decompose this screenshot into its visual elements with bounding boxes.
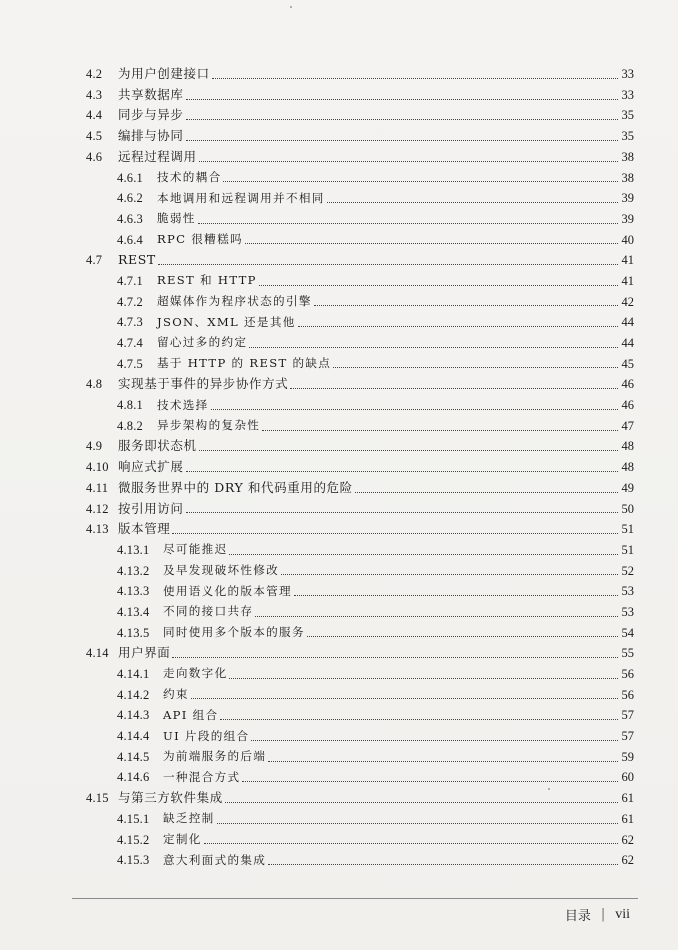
toc-entry-page: 44 xyxy=(621,336,634,351)
toc-dot-leader xyxy=(327,192,618,203)
toc-entry-title: 远程过程调用 xyxy=(118,148,197,164)
toc-entry-title: UI 片段的组合 xyxy=(163,728,250,743)
toc-entry-number: 4.14.2 xyxy=(117,687,150,702)
toc-entry-number: 4.7 xyxy=(86,253,103,268)
toc-entry-title: 编排与协同 xyxy=(118,128,184,144)
toc-section-entry xyxy=(86,64,634,85)
toc-subsection-entry xyxy=(86,354,634,375)
toc-entry-page: 40 xyxy=(621,232,634,247)
toc-dot-leader xyxy=(255,606,618,617)
toc-subsection-entry xyxy=(86,167,634,188)
toc-entry-page: 41 xyxy=(621,273,634,288)
toc-entry-title: JSON、XML 还是其他 xyxy=(157,314,296,329)
toc-entry-page: 46 xyxy=(621,377,634,392)
toc-entry-number: 4.14.4 xyxy=(117,729,150,744)
toc-subsection-entry xyxy=(86,850,634,871)
toc-entry-title: 共享数据库 xyxy=(118,86,184,102)
toc-section-entry xyxy=(86,457,634,478)
toc-dot-leader xyxy=(307,626,618,637)
toc-entry-page: 47 xyxy=(621,418,634,433)
toc-entry-number: 4.15 xyxy=(86,791,109,806)
toc-entry-number: 4.3 xyxy=(86,87,103,102)
toc-dot-leader xyxy=(220,709,618,720)
toc-dot-leader xyxy=(229,544,618,555)
toc-entry-page: 57 xyxy=(621,729,634,744)
toc-dot-leader xyxy=(281,564,618,575)
toc-dot-leader xyxy=(294,585,618,596)
toc-entry-number: 4.6 xyxy=(86,149,103,164)
toc-dot-leader xyxy=(158,254,618,265)
toc-entry-page: 59 xyxy=(621,749,634,764)
toc-entry-number: 4.13.1 xyxy=(117,542,150,557)
toc-entry-page: 44 xyxy=(621,315,634,330)
toc-section-entry xyxy=(86,436,634,457)
toc-entry-page: 46 xyxy=(621,398,634,413)
toc-entry-number: 4.14.5 xyxy=(117,749,150,764)
toc-entry-number: 4.6.3 xyxy=(117,211,143,226)
toc-subsection-entry xyxy=(86,188,634,209)
toc-entry-page: 49 xyxy=(621,480,634,495)
toc-entry-title: 与第三方软件集成 xyxy=(118,790,223,806)
paper-speck xyxy=(290,6,292,8)
toc-entry-title: 技术的耦合 xyxy=(157,169,222,184)
toc-dot-leader xyxy=(268,751,618,762)
toc-entry-title: 使用语义化的版本管理 xyxy=(163,583,292,598)
toc-dot-leader xyxy=(259,275,618,286)
toc-entry-title: 按引用访问 xyxy=(118,500,184,516)
toc-entry-title: 版本管理 xyxy=(118,521,171,537)
toc-section-entry xyxy=(86,519,634,540)
toc-dot-leader xyxy=(186,502,618,513)
toc-entry-page: 57 xyxy=(621,708,634,723)
toc-subsection-entry xyxy=(86,809,634,830)
toc-entry-page: 33 xyxy=(621,67,634,82)
toc-entry-number: 4.13 xyxy=(86,522,109,537)
footer-page-number: vii xyxy=(615,906,630,922)
toc-dot-leader xyxy=(199,151,618,162)
footer-divider xyxy=(72,898,638,899)
toc-entry-title: 同时使用多个版本的服务 xyxy=(163,625,305,640)
toc-subsection-entry xyxy=(86,333,634,354)
toc-subsection-entry xyxy=(86,561,634,582)
toc-entry-title: REST xyxy=(118,252,156,268)
toc-dot-leader xyxy=(186,461,618,472)
toc-subsection-entry xyxy=(86,664,634,685)
toc-entry-number: 4.15.3 xyxy=(117,853,150,868)
toc-entry-page: 61 xyxy=(621,811,634,826)
toc-entry-page: 55 xyxy=(621,646,634,661)
toc-subsection-entry xyxy=(86,747,634,768)
toc-entry-title: 用户界面 xyxy=(118,645,171,661)
toc-entry-number: 4.14.3 xyxy=(117,708,150,723)
toc-entry-page: 39 xyxy=(621,191,634,206)
toc-entry-number: 4.8 xyxy=(86,377,103,392)
toc-entry-page: 33 xyxy=(621,87,634,102)
footer-section-label: 目录 xyxy=(564,909,591,924)
toc-entry-number: 4.8.1 xyxy=(117,398,143,413)
toc-entry-number: 4.6.1 xyxy=(117,170,143,185)
toc-dot-leader xyxy=(186,130,618,141)
toc-entry-page: 38 xyxy=(621,170,634,185)
toc-subsection-entry xyxy=(86,705,634,726)
table-of-contents xyxy=(86,64,634,871)
toc-entry-number: 4.12 xyxy=(86,501,109,516)
toc-entry-title: 不同的接口共存 xyxy=(163,604,254,619)
toc-entry-title: 定制化 xyxy=(163,831,202,846)
toc-entry-page: 53 xyxy=(621,584,634,599)
toc-entry-page: 45 xyxy=(621,356,634,371)
toc-entry-number: 4.15.1 xyxy=(117,811,150,826)
toc-entry-number: 4.7.2 xyxy=(117,294,143,309)
toc-entry-number: 4.13.5 xyxy=(117,625,150,640)
toc-dot-leader xyxy=(191,688,618,699)
toc-subsection-entry xyxy=(86,726,634,747)
toc-subsection-entry xyxy=(86,602,634,623)
toc-subsection-entry xyxy=(86,209,634,230)
toc-entry-title: API 组合 xyxy=(163,707,219,722)
toc-entry-page: 35 xyxy=(621,129,634,144)
toc-dot-leader xyxy=(217,813,618,824)
toc-dot-leader xyxy=(251,730,618,741)
toc-entry-title: 响应式扩展 xyxy=(118,459,184,475)
toc-dot-leader xyxy=(199,440,618,451)
toc-entry-number: 4.5 xyxy=(86,129,103,144)
toc-dot-leader xyxy=(245,233,618,244)
toc-entry-page: 35 xyxy=(621,108,634,123)
toc-dot-leader xyxy=(314,295,618,306)
toc-entry-title: 为用户创建接口 xyxy=(118,66,210,82)
toc-section-entry xyxy=(86,374,634,395)
toc-entry-page: 56 xyxy=(621,667,634,682)
toc-dot-leader xyxy=(242,771,618,782)
toc-dot-leader xyxy=(211,399,618,410)
toc-entry-number: 4.6.2 xyxy=(117,191,143,206)
toc-section-entry xyxy=(86,126,634,147)
toc-section-entry xyxy=(86,498,634,519)
footer-separator: | xyxy=(600,907,606,922)
toc-subsection-entry xyxy=(86,540,634,561)
toc-entry-number: 4.11 xyxy=(86,480,109,495)
toc-entry-number: 4.4 xyxy=(86,108,103,123)
toc-dot-leader xyxy=(298,316,618,327)
toc-entry-page: 54 xyxy=(621,625,634,640)
toc-dot-leader xyxy=(198,213,618,224)
toc-entry-page: 51 xyxy=(621,542,634,557)
toc-subsection-entry xyxy=(86,767,634,788)
toc-entry-title: 服务即状态机 xyxy=(118,438,197,454)
toc-entry-title: 为前端服务的后端 xyxy=(163,749,267,764)
toc-entry-title: 实现基于事件的异步协作方式 xyxy=(118,376,289,392)
toc-dot-leader xyxy=(333,357,618,368)
toc-entry-page: 50 xyxy=(621,501,634,516)
toc-entry-title: 微服务世界中的 DRY 和代码重用的危险 xyxy=(118,479,353,495)
toc-entry-number: 4.15.2 xyxy=(117,832,150,847)
toc-entry-number: 4.2 xyxy=(86,67,103,82)
toc-entry-number: 4.10 xyxy=(86,460,109,475)
toc-entry-title: 约束 xyxy=(163,687,189,702)
paper-speck xyxy=(548,788,550,790)
toc-entry-page: 61 xyxy=(621,791,634,806)
toc-section-entry xyxy=(86,147,634,168)
toc-entry-number: 4.13.4 xyxy=(117,604,150,619)
toc-entry-number: 4.8.2 xyxy=(117,418,143,433)
toc-entry-number: 4.7.1 xyxy=(117,273,143,288)
toc-entry-page: 62 xyxy=(621,853,634,868)
toc-entry-number: 4.7.4 xyxy=(117,336,143,351)
page-footer xyxy=(565,905,630,924)
toc-dot-leader xyxy=(355,482,618,493)
toc-entry-page: 60 xyxy=(621,770,634,785)
toc-entry-title: 及早发现破坏性修改 xyxy=(163,563,280,578)
toc-dot-leader xyxy=(172,647,618,658)
toc-dot-leader xyxy=(186,89,618,100)
toc-entry-number: 4.9 xyxy=(86,439,103,454)
toc-dot-leader xyxy=(262,420,618,431)
toc-entry-title: 超媒体作为程序状态的引擎 xyxy=(157,294,312,309)
toc-subsection-entry xyxy=(86,416,634,437)
toc-subsection-entry xyxy=(86,395,634,416)
toc-entry-title: 基于 HTTP 的 REST 的缺点 xyxy=(157,356,332,371)
toc-section-entry xyxy=(86,643,634,664)
toc-entry-number: 4.7.3 xyxy=(117,315,143,330)
toc-entry-page: 41 xyxy=(621,253,634,268)
toc-dot-leader xyxy=(268,854,618,865)
toc-entry-title: 尽可能推迟 xyxy=(163,542,228,557)
toc-section-entry xyxy=(86,478,634,499)
toc-entry-number: 4.7.5 xyxy=(117,356,143,371)
toc-entry-title: RPC 很糟糕吗 xyxy=(157,232,243,247)
toc-entry-page: 38 xyxy=(621,149,634,164)
toc-entry-page: 52 xyxy=(621,563,634,578)
toc-entry-title: 本地调用和远程调用并不相同 xyxy=(157,190,325,205)
toc-section-entry xyxy=(86,250,634,271)
toc-entry-page: 56 xyxy=(621,687,634,702)
toc-entry-page: 48 xyxy=(621,460,634,475)
toc-entry-number: 4.13.2 xyxy=(117,563,150,578)
toc-subsection-entry xyxy=(86,312,634,333)
toc-entry-page: 51 xyxy=(621,522,634,537)
toc-dot-leader xyxy=(229,668,618,679)
toc-entry-number: 4.6.4 xyxy=(117,232,143,247)
toc-entry-number: 4.14 xyxy=(86,646,109,661)
toc-dot-leader xyxy=(290,378,618,389)
toc-subsection-entry xyxy=(86,829,634,850)
toc-entry-title: 走向数字化 xyxy=(163,666,228,681)
toc-entry-title: 缺乏控制 xyxy=(163,811,215,826)
toc-entry-title: 一种混合方式 xyxy=(163,769,241,784)
toc-subsection-entry xyxy=(86,581,634,602)
toc-entry-title: 意大利面式的集成 xyxy=(163,852,267,867)
toc-entry-title: 技术选择 xyxy=(157,397,209,412)
toc-section-entry xyxy=(86,105,634,126)
toc-entry-page: 53 xyxy=(621,604,634,619)
toc-subsection-entry xyxy=(86,623,634,644)
toc-entry-title: REST 和 HTTP xyxy=(157,273,257,288)
toc-dot-leader xyxy=(204,833,618,844)
toc-subsection-entry xyxy=(86,685,634,706)
toc-entry-number: 4.13.3 xyxy=(117,584,150,599)
toc-section-entry xyxy=(86,788,634,809)
toc-entry-title: 脆弱性 xyxy=(157,211,196,226)
toc-entry-title: 留心过多的约定 xyxy=(157,335,248,350)
toc-dot-leader xyxy=(212,68,618,79)
toc-entry-number: 4.14.6 xyxy=(117,770,150,785)
toc-entry-page: 62 xyxy=(621,832,634,847)
toc-entry-page: 39 xyxy=(621,211,634,226)
toc-entry-page: 42 xyxy=(621,294,634,309)
toc-entry-title: 异步架构的复杂性 xyxy=(157,418,261,433)
toc-subsection-entry xyxy=(86,271,634,292)
toc-entry-page: 48 xyxy=(621,439,634,454)
toc-section-entry xyxy=(86,85,634,106)
toc-entry-title: 同步与异步 xyxy=(118,107,184,123)
toc-dot-leader xyxy=(225,792,618,803)
toc-dot-leader xyxy=(223,171,618,182)
toc-subsection-entry xyxy=(86,230,634,251)
toc-dot-leader xyxy=(172,523,618,534)
toc-dot-leader xyxy=(186,109,618,120)
toc-subsection-entry xyxy=(86,292,634,313)
toc-entry-number: 4.14.1 xyxy=(117,667,150,682)
toc-dot-leader xyxy=(249,337,618,348)
